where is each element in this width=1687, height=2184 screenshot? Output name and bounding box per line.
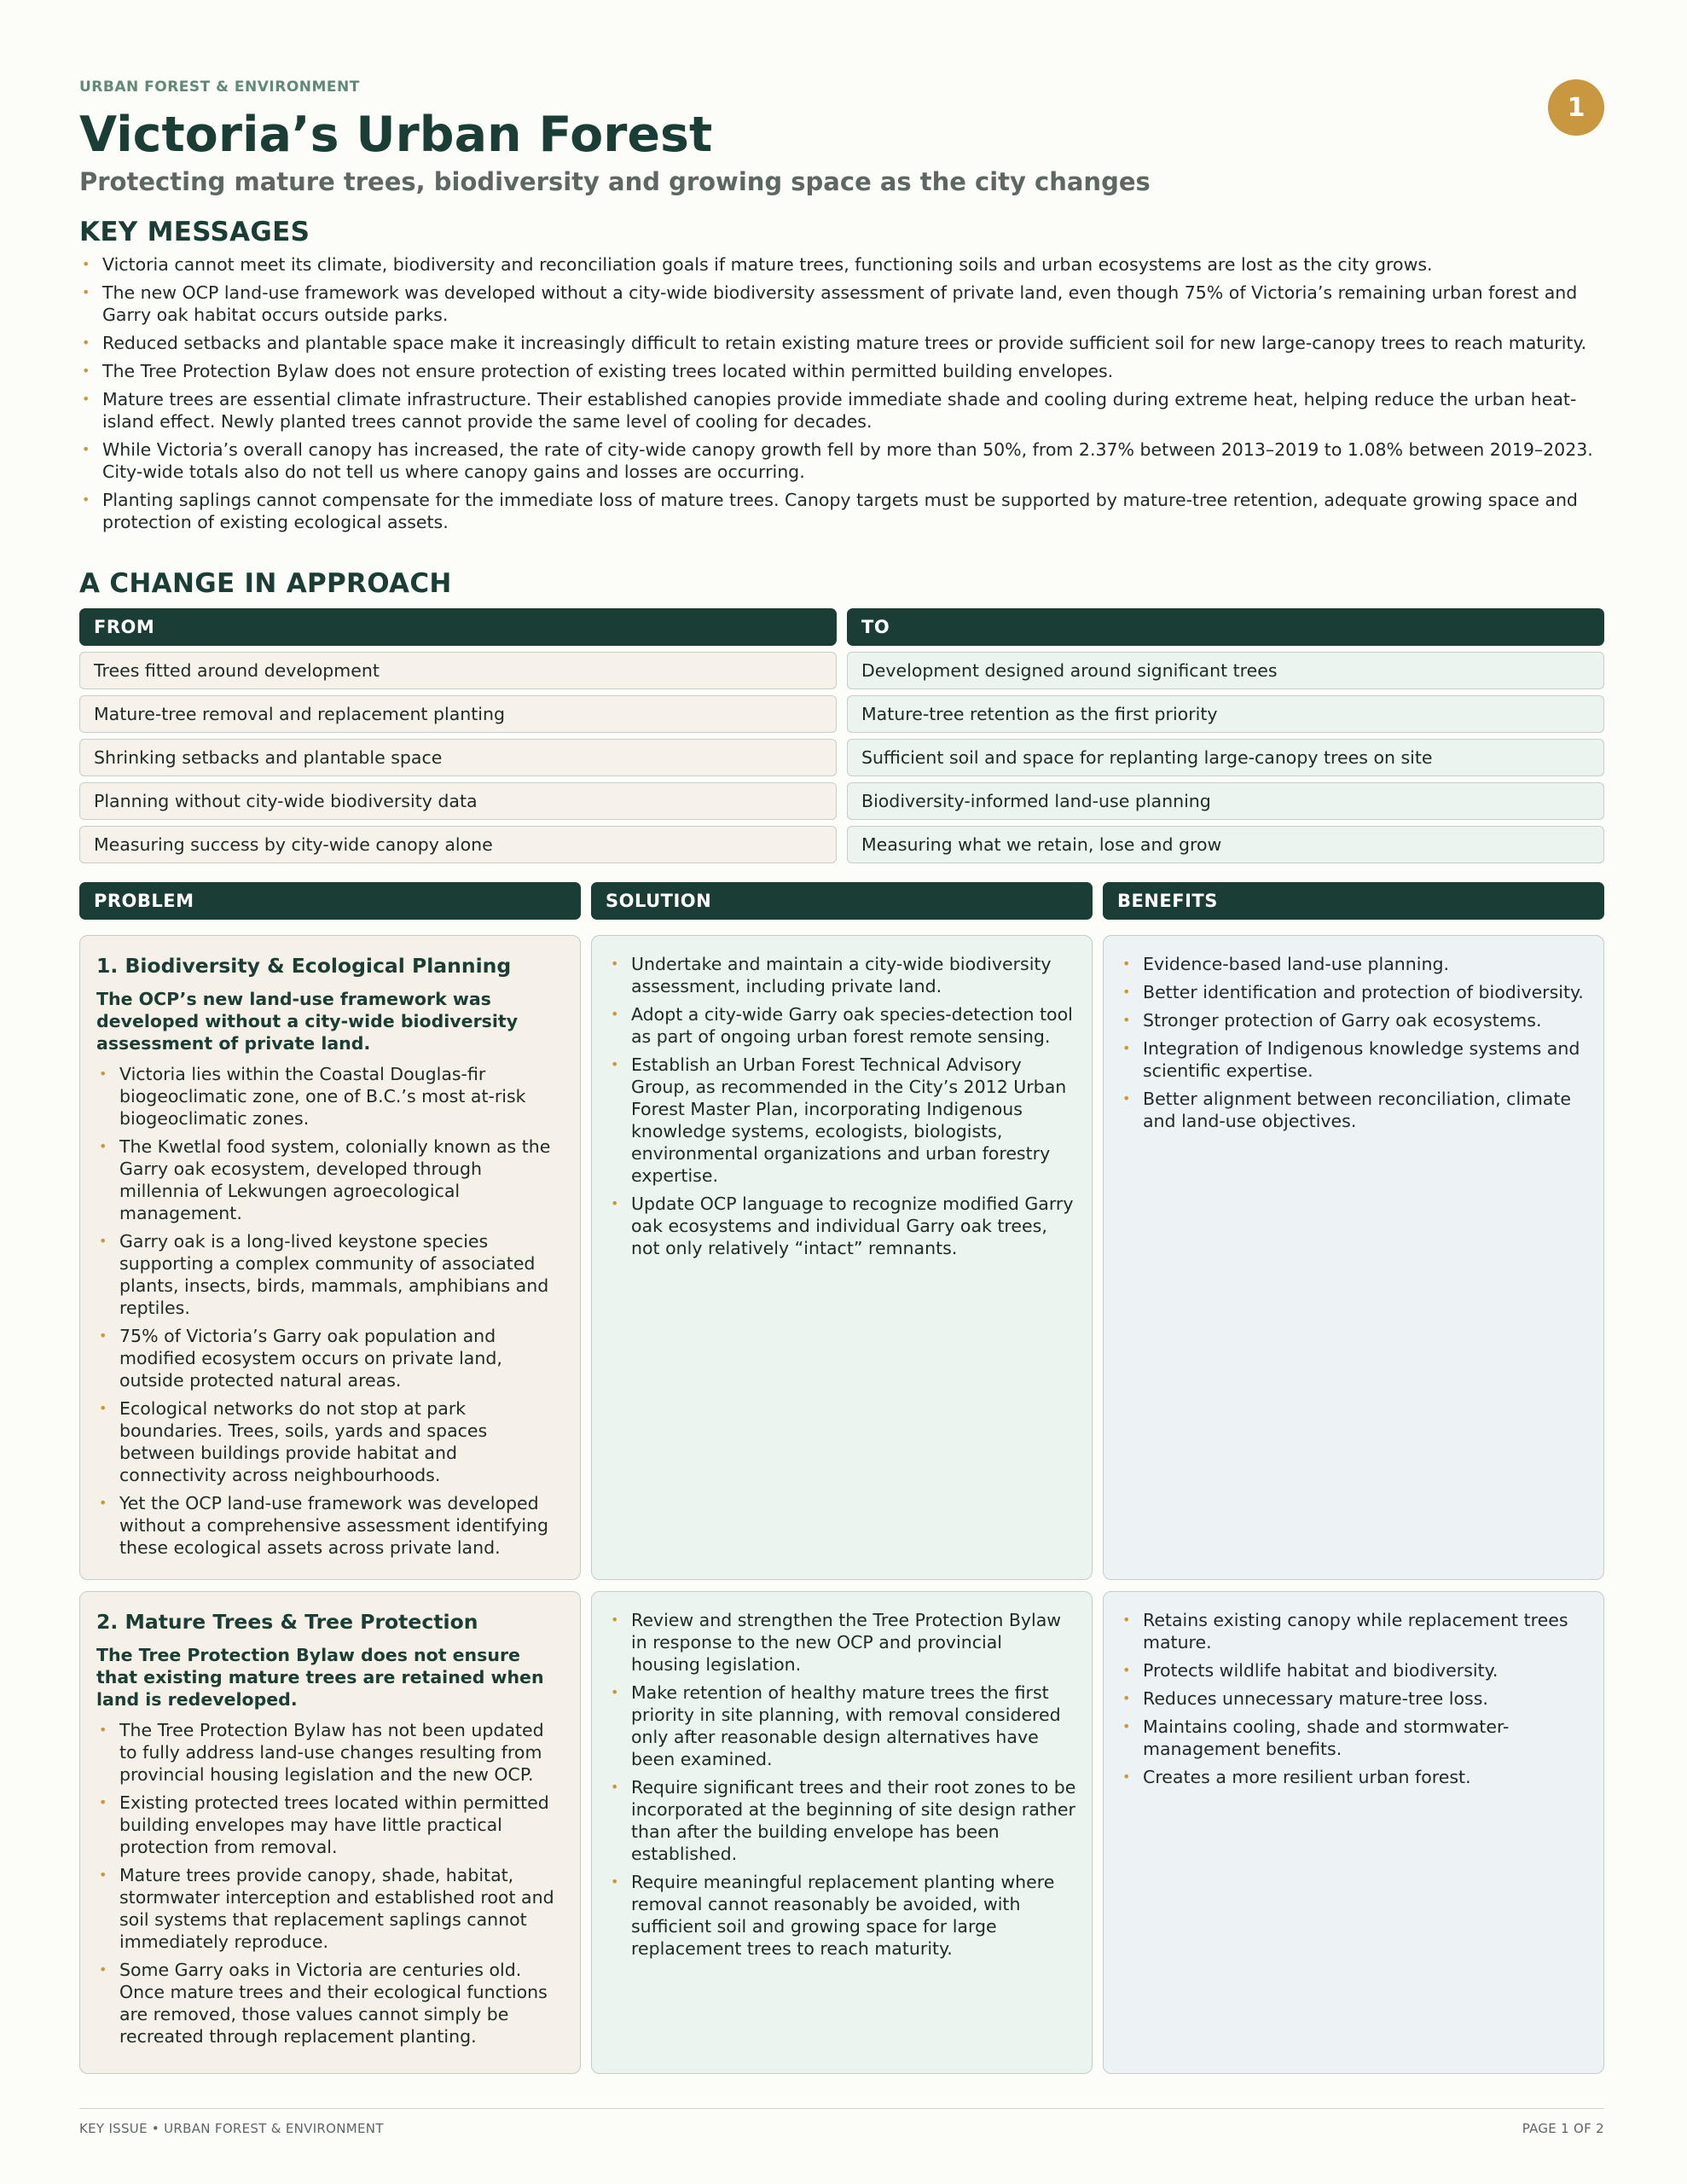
bullet-icon: •: [82, 256, 90, 272]
list-item: [608, 1609, 1076, 1676]
psb-row-mature-trees: [79, 1591, 1604, 2074]
change-approach-heading: A CHANGE IN APPROACH: [79, 568, 452, 599]
list-item: [608, 1776, 1076, 1865]
list-item-text: Ecological networks do not stop at park boundaries. Trees, soils, yards and spaces between buildings provide habitat and connectivity across neighbourhoods.: [119, 1398, 488, 1485]
list-item: [1120, 1659, 1588, 1682]
list-item-text: Reduces unnecessary mature-tree loss.: [1143, 1688, 1488, 1709]
list-item-text: Retains existing canopy while replacement trees mature.: [1143, 1610, 1568, 1653]
list-item: [79, 253, 1604, 276]
list-item: [1120, 1037, 1588, 1082]
bullet-icon: •: [99, 1327, 107, 1344]
psb-row-biodiversity: [79, 935, 1604, 1580]
to-item: Biodiversity-informed land-use planning: [847, 782, 1604, 820]
list-item-text: Better identification and protection of biodiversity.: [1143, 982, 1584, 1002]
list-item: [96, 1959, 565, 2048]
bullet-icon: •: [611, 1612, 619, 1628]
problem-list: [96, 1063, 565, 1559]
list-item-text: Maintains cooling, shade and stormwater-management benefits.: [1143, 1716, 1510, 1759]
list-item: [79, 388, 1604, 433]
from-rows: [79, 652, 837, 863]
list-item: [1120, 1716, 1588, 1760]
list-item-text: Integration of Indigenous knowledge systems and scientific expertise.: [1143, 1038, 1580, 1081]
list-item: [79, 360, 1604, 382]
benefits-list: [1120, 953, 1588, 1132]
list-item-text: Stronger protection of Garry oak ecosystems.: [1143, 1010, 1542, 1031]
list-item-text: Require significant trees and their root zones to be incorporated at the beginning of site design rather than after the building envelope has been established.: [631, 1777, 1076, 1864]
bullet-icon: •: [611, 1006, 619, 1022]
list-item-text: Require meaningful replacement planting where removal cannot reasonably be avoided, with sufficient soil and growing space for large replacement trees to reach maturity.: [631, 1872, 1055, 1959]
list-item-text: Reduced setbacks and plantable space make it increasingly difficult to retain existing mature trees or provide sufficient soil for new large-canopy trees to reach maturity.: [102, 333, 1587, 353]
bullet-icon: •: [1122, 956, 1131, 972]
page-subtitle: Protecting mature trees, biodiversity and growing space as the city changes: [79, 167, 1151, 196]
bullet-icon: •: [1122, 1718, 1131, 1734]
to-header: TO: [847, 608, 1604, 646]
list-item-text: Victoria lies within the Coastal Douglas-fir biogeoclimatic zone, one of B.C.’s most at-risk biogeoclimatic zones.: [119, 1064, 526, 1129]
list-item-text: Adopt a city-wide Garry oak species-detection tool as part of ongoing urban forest remote sensing.: [631, 1004, 1073, 1047]
list-item: [608, 1682, 1076, 1770]
list-item-text: Planting saplings cannot compensate for the immediate loss of mature trees. Canopy targets must be supported by mature-tree retention, adequate growing space and protection of existing ecological assets.: [102, 490, 1578, 532]
list-item: [96, 1792, 565, 1858]
list-item: [1120, 1009, 1588, 1031]
bullet-icon: •: [611, 1779, 619, 1795]
bullet-icon: •: [82, 284, 90, 300]
list-item: [96, 1864, 565, 1953]
list-item: [79, 282, 1604, 326]
bullet-icon: •: [1122, 1690, 1131, 1706]
key-messages-heading: KEY MESSAGES: [79, 217, 310, 247]
eyebrow-label: URBAN FOREST & ENVIRONMENT: [79, 78, 360, 96]
bullet-icon: •: [611, 1195, 619, 1211]
benefits-card: [1103, 1591, 1604, 2074]
to-rows: [847, 652, 1604, 863]
list-item: [1120, 1766, 1588, 1788]
problem-card: [79, 935, 581, 1580]
problem-lede: The OCP’s new land-use framework was developed without a city-wide biodiversity assessment of private land.: [96, 989, 519, 1054]
list-item-text: Mature trees provide canopy, shade, habitat, stormwater interception and established root and soil systems that replacement saplings cannot immediately reproduce.: [119, 1865, 554, 1952]
solution-list: [608, 1609, 1076, 1960]
list-item: [1120, 1609, 1588, 1653]
list-item-text: Some Garry oaks in Victoria are centuries old. Once mature trees and their ecological functions are removed, those values cannot simply be recreated through replacement planting.: [119, 1960, 548, 2047]
list-item-text: Mature trees are essential climate infrastructure. Their established canopies provide immediate shade and cooling during extreme heat, helping reduce the urban heat-island effect. Newly planted trees cannot provide the same level of cooling for decades.: [102, 389, 1577, 432]
list-item-text: Victoria cannot meet its climate, biodiversity and reconciliation goals if mature trees, functioning soils and urban ecosystems are lost as the city grows.: [102, 254, 1433, 275]
bullet-icon: •: [1122, 1662, 1131, 1678]
problem-header: PROBLEM: [79, 882, 581, 920]
bullet-icon: •: [99, 1867, 107, 1883]
list-item-text: Yet the OCP land-use framework was developed without a comprehensive assessment identifying these ecological assets across private land.: [119, 1493, 549, 1558]
from-item: Planning without city-wide biodiversity data: [79, 782, 837, 820]
list-item-text: The Tree Protection Bylaw has not been updated to fully address land-use changes resulting from provincial housing legislation and the new OCP.: [119, 1720, 544, 1785]
to-column: [847, 608, 1604, 869]
to-item: Mature-tree retention as the first priority: [847, 695, 1604, 733]
bullet-icon: •: [99, 1722, 107, 1738]
list-item: [608, 1871, 1076, 1960]
problem-lede: The Tree Protection Bylaw does not ensure that existing mature trees are retained when land is redeveloped.: [96, 1645, 544, 1710]
to-item: Development designed around significant trees: [847, 652, 1604, 689]
key-messages-list: [79, 253, 1604, 539]
list-item: [1120, 981, 1588, 1003]
to-item: Measuring what we retain, lose and grow: [847, 826, 1604, 863]
benefits-card: [1103, 935, 1604, 1580]
list-item-text: Protects wildlife habitat and biodiversity.: [1143, 1660, 1499, 1681]
list-item: [96, 1492, 565, 1559]
list-item: [79, 439, 1604, 483]
bullet-icon: •: [82, 334, 90, 351]
from-header: FROM: [79, 608, 837, 646]
page-number-badge: 1: [1548, 79, 1604, 136]
list-item: [608, 953, 1076, 997]
list-item-text: Review and strengthen the Tree Protection Bylaw in response to the new OCP and provincial housing legislation.: [631, 1610, 1062, 1675]
list-item: [608, 1054, 1076, 1187]
from-item: Mature-tree removal and replacement planting: [79, 695, 837, 733]
from-item: Shrinking setbacks and plantable space: [79, 739, 837, 776]
bullet-icon: •: [99, 1066, 107, 1082]
list-item: [608, 1193, 1076, 1259]
footer-divider: [79, 2108, 1604, 2109]
list-item-text: Establish an Urban Forest Technical Advisory Group, as recommended in the City’s 2012 Urban Forest Master Plan, incorporating Indigenous knowledge systems, ecologists, biologists, environmental organizations and urban forestry expertise.: [631, 1054, 1067, 1186]
list-item-text: While Victoria’s overall canopy has increased, the rate of city-wide canopy growth fell by more than 50%, from 2.37% between 2013–2019 to 1.08% between 2019–2023. City-wide totals also do not tell us where canopy gains and losses are occurring.: [102, 439, 1593, 482]
bullet-icon: •: [1122, 1090, 1131, 1107]
list-item-text: The Kwetlal food system, colonially known as the Garry oak ecosystem, developed through millennia of Lekwungen agroecological management.: [119, 1136, 551, 1223]
list-item: [96, 1325, 565, 1391]
bullet-icon: •: [99, 1495, 107, 1511]
list-item-text: 75% of Victoria’s Garry oak population and modified ecosystem occurs on private land, outside protected natural areas.: [119, 1326, 502, 1391]
bullet-icon: •: [82, 363, 90, 379]
bullet-icon: •: [1122, 1769, 1131, 1785]
footer-page-count: PAGE 1 OF 2: [1522, 2121, 1604, 2136]
list-item: [1120, 1687, 1588, 1710]
list-item-text: Better alignment between reconciliation, climate and land-use objectives.: [1143, 1089, 1572, 1131]
list-item-text: Existing protected trees located within permitted building envelopes may have little practical protection from removal.: [119, 1792, 549, 1857]
list-item: [96, 1136, 565, 1224]
list-item: [96, 1397, 565, 1486]
from-to-table: [79, 608, 1604, 869]
benefits-list: [1120, 1609, 1588, 1788]
bullet-icon: •: [99, 1233, 107, 1249]
solution-list: [608, 953, 1076, 1259]
list-item: [1120, 953, 1588, 975]
problem-title: 1. Biodiversity & Ecological Planning: [96, 954, 512, 978]
list-item-text: Make retention of healthy mature trees the first priority in site planning, with removal considered only after reasonable design alternatives have been examined.: [631, 1682, 1061, 1769]
bullet-icon: •: [611, 956, 619, 972]
bullet-icon: •: [1122, 1612, 1131, 1628]
problem-list: [96, 1719, 565, 2048]
from-item: Trees fitted around development: [79, 652, 837, 689]
problem-title: 2. Mature Trees & Tree Protection: [96, 1610, 478, 1634]
solution-header: SOLUTION: [591, 882, 1093, 920]
bullet-icon: •: [1122, 1040, 1131, 1056]
footer-issue-label: KEY ISSUE • URBAN FOREST & ENVIRONMENT: [79, 2121, 384, 2136]
list-item-text: Update OCP language to recognize modified Garry oak ecosystems and individual Garry oak trees, not only relatively “intact” remnants.: [631, 1194, 1074, 1258]
bullet-icon: •: [99, 1961, 107, 1978]
bullet-icon: •: [611, 1873, 619, 1890]
bullet-icon: •: [99, 1138, 107, 1154]
list-item: [79, 332, 1604, 354]
from-item: Measuring success by city-wide canopy alone: [79, 826, 837, 863]
problem-card: [79, 1591, 581, 2074]
from-column: [79, 608, 837, 869]
list-item: [79, 489, 1604, 533]
list-item-text: Garry oak is a long-lived keystone species supporting a complex community of associated plants, insects, birds, mammals, amphibians and reptiles.: [119, 1231, 549, 1318]
to-item: Sufficient soil and space for replanting large-canopy trees on site: [847, 739, 1604, 776]
list-item: [96, 1719, 565, 1786]
list-item-text: The Tree Protection Bylaw does not ensure protection of existing trees located within permitted building envelopes.: [102, 361, 1114, 381]
benefits-header: BENEFITS: [1103, 882, 1604, 920]
bullet-icon: •: [82, 441, 90, 457]
list-item: [608, 1003, 1076, 1048]
solution-card: [591, 935, 1093, 1580]
bullet-icon: •: [82, 491, 90, 508]
list-item-text: Undertake and maintain a city-wide biodiversity assessment, including private land.: [631, 954, 1052, 996]
list-item-text: The new OCP land-use framework was developed without a city-wide biodiversity assessment of private land, even though 75% of Victoria’s remaining urban forest and Garry oak habitat occurs outside parks.: [102, 282, 1578, 325]
psb-headers: [79, 882, 1604, 920]
bullet-icon: •: [82, 391, 90, 407]
bullet-icon: •: [1122, 984, 1131, 1000]
bullet-icon: •: [99, 1400, 107, 1416]
list-item-text: Evidence-based land-use planning.: [1143, 954, 1450, 974]
bullet-icon: •: [611, 1684, 619, 1700]
bullet-icon: •: [99, 1794, 107, 1810]
list-item: [96, 1230, 565, 1319]
list-item: [1120, 1088, 1588, 1132]
bullet-icon: •: [611, 1056, 619, 1072]
page-title: Victoria’s Urban Forest: [79, 107, 713, 163]
solution-card: [591, 1591, 1093, 2074]
list-item-text: Creates a more resilient urban forest.: [1143, 1767, 1471, 1787]
list-item: [96, 1063, 565, 1130]
bullet-icon: •: [1122, 1012, 1131, 1028]
